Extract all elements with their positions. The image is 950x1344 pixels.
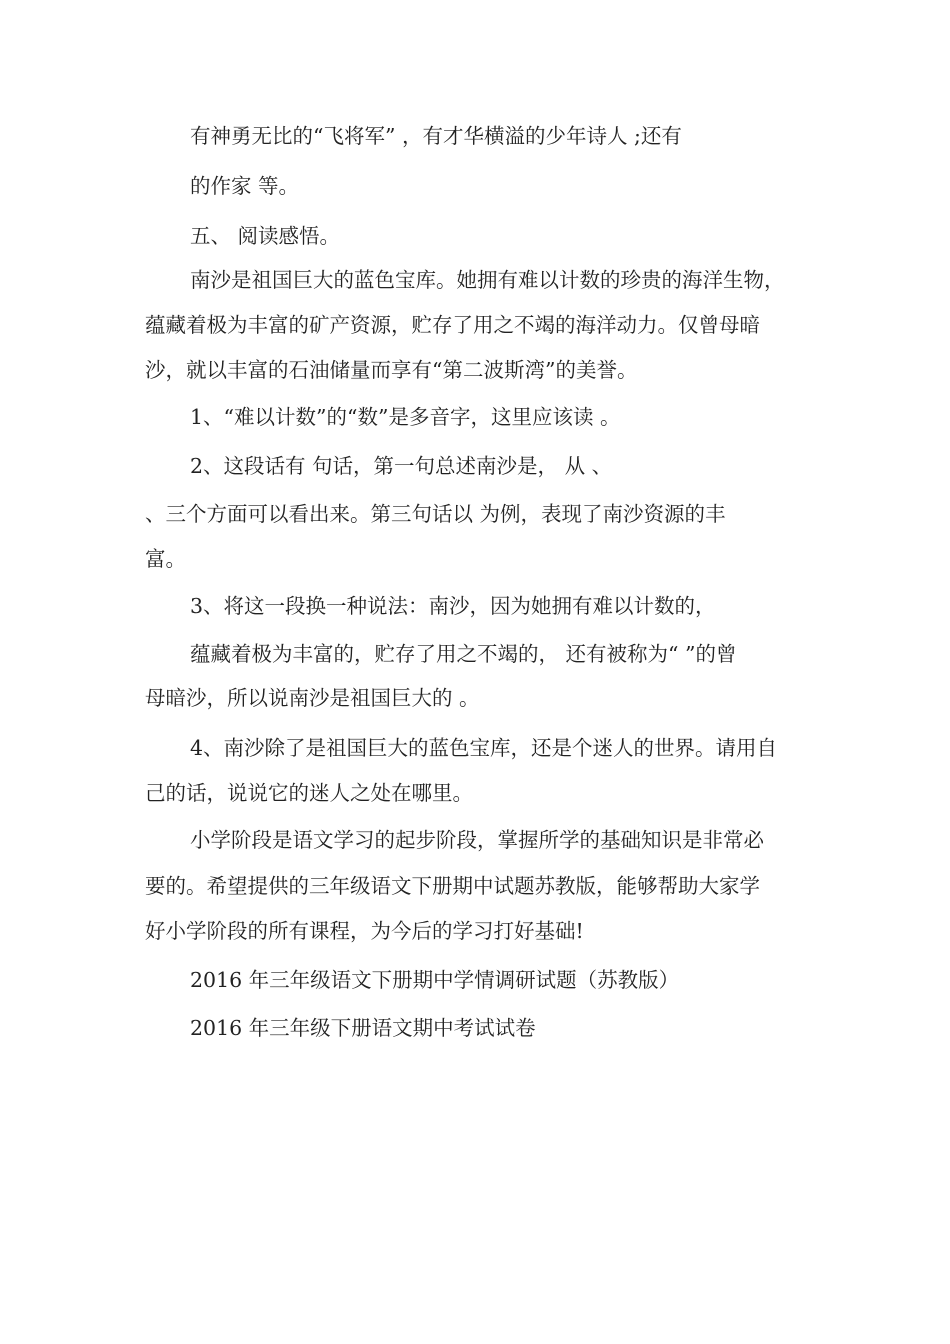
passage-line-3: 沙，就以丰富的石油储量而享有“第二波斯湾”的美誉。 <box>145 358 638 382</box>
section-heading: 五、 阅读感悟。 <box>190 224 341 248</box>
question-2-line-3: 富。 <box>145 547 186 571</box>
question-4-line-1: 4、南沙除了是祖国巨大的蓝色宝库，还是个迷人的世界。请用自 <box>190 736 778 760</box>
question-3-line-1: 3、将这一段换一种说法：南沙，因为她拥有难以计数的， <box>190 594 716 618</box>
question-3-line-3: 母暗沙，所以说南沙是祖国巨大的 。 <box>145 686 480 710</box>
closing-line-2: 要的。希望提供的三年级语文下册期中试题苏教版，能够帮助大家学 <box>145 874 760 898</box>
closing-line-1: 小学阶段是语文学习的起步阶段，掌握所学的基础知识是非常必 <box>190 828 764 852</box>
related-link-2: 2016 年三年级下册语文期中考试试卷 <box>190 1016 536 1040</box>
closing-line-3: 好小学阶段的所有课程，为今后的学习打好基础! <box>145 919 584 943</box>
related-link-1: 2016 年三年级语文下册期中学情调研试题（苏教版） <box>190 968 680 992</box>
passage-line-1: 南沙是祖国巨大的蓝色宝库。她拥有难以计数的珍贵的海洋生物， <box>190 268 785 292</box>
passage-line-2: 蕴藏着极为丰富的矿产资源，贮存了用之不竭的海洋动力。仅曾母暗 <box>145 313 760 337</box>
question-4-line-2: 己的话，说说它的迷人之处在哪里。 <box>145 781 473 805</box>
question-2-line-2: 、三个方面可以看出来。第三句话以 为例，表现了南沙资源的丰 <box>145 502 726 526</box>
question-3-line-2: 蕴藏着极为丰富的，贮存了用之不竭的， 还有被称为“ ”的曾 <box>190 642 737 666</box>
continuation-line-2: 的作家 等。 <box>190 174 300 198</box>
continuation-line-1: 有神勇无比的“飞将军” ，有才华横溢的少年诗人 ;还有 <box>190 124 682 148</box>
question-1: 1、“难以计数”的“数”是多音字，这里应该读 。 <box>190 405 621 429</box>
question-2-line-1: 2、这段话有 句话，第一句总述南沙是， 从 、 <box>190 454 613 478</box>
